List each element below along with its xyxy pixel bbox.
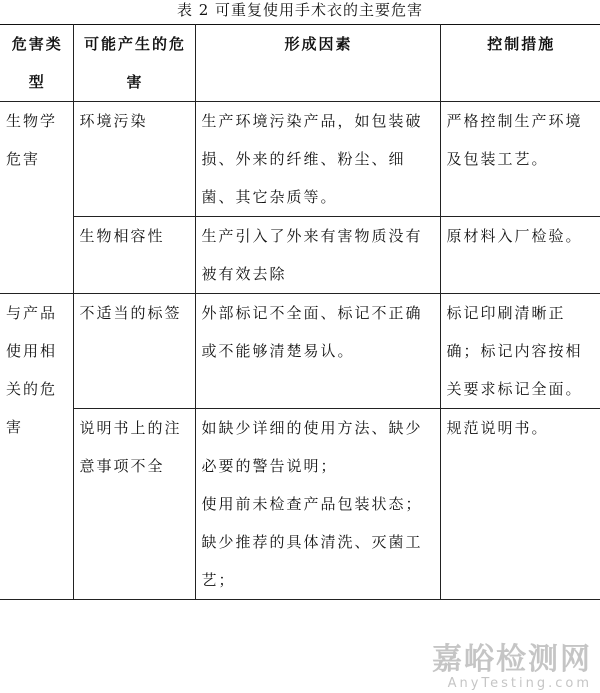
hazard-cell bbox=[73, 409, 195, 600]
hazard-cell bbox=[73, 294, 195, 409]
factor-text: 生产环境污染产品，如包装破损、外来的纤维、粉尘、细菌、其它杂质等。 bbox=[201, 112, 423, 206]
header-forming-factors: 形成因素 bbox=[195, 25, 440, 102]
watermark-cn: 嘉峪检测网 bbox=[432, 642, 592, 677]
measure-text: 原材料入厂检验。 bbox=[446, 227, 583, 245]
factor-text: 使用前未检查产品包装状态； bbox=[201, 495, 423, 513]
measures-cell bbox=[440, 294, 600, 409]
group-type-cell bbox=[0, 102, 73, 294]
table-row bbox=[0, 102, 600, 217]
hazard-name: 生物相容性 bbox=[79, 227, 165, 245]
factor-text: 缺少推荐的具体清洗、灭菌工艺； bbox=[201, 533, 423, 589]
factor-text: 生产引入了外来有害物质没有被有效去除 bbox=[201, 227, 423, 283]
hazard-table bbox=[0, 24, 600, 600]
measures-cell bbox=[440, 217, 600, 294]
factors-cell bbox=[195, 217, 440, 294]
measures-cell bbox=[440, 102, 600, 217]
table-row bbox=[0, 294, 600, 409]
group-type-cell bbox=[0, 294, 73, 600]
table-row bbox=[0, 409, 600, 600]
table-row bbox=[0, 217, 600, 294]
factor-text: 外部标记不全面、标记不正确或不能够清楚易认。 bbox=[201, 304, 423, 360]
header-hazard-type: 危害类型 bbox=[0, 25, 73, 102]
factor-text: 如缺少详细的使用方法、缺少必要的警告说明； bbox=[201, 419, 423, 475]
hazard-cell bbox=[73, 102, 195, 217]
factors-cell bbox=[195, 294, 440, 409]
group-type: 生物学危害 bbox=[6, 112, 58, 168]
hazard-name: 环境污染 bbox=[79, 112, 148, 130]
hazard-name: 不适当的标签 bbox=[79, 304, 182, 322]
factors-cell bbox=[195, 102, 440, 217]
factors-cell bbox=[195, 409, 440, 600]
measure-text: 标记印刷清晰正确；标记内容按相关要求标记全面。 bbox=[446, 304, 583, 398]
group-type: 与产品使用相关的危害 bbox=[6, 304, 58, 436]
header-possible-hazard: 可能产生的危害 bbox=[73, 25, 195, 102]
table-caption: 表 2 可重复使用手术衣的主要危害 bbox=[176, 1, 424, 19]
measures-cell bbox=[440, 409, 600, 600]
measure-text: 规范说明书。 bbox=[446, 419, 549, 437]
hazard-cell bbox=[73, 217, 195, 294]
header-control-measures: 控制措施 bbox=[440, 25, 600, 102]
watermark-en: AnyTesting.com bbox=[447, 676, 592, 691]
hazard-name: 说明书上的注意事项不全 bbox=[79, 419, 182, 475]
watermark bbox=[432, 643, 592, 691]
measure-text: 严格控制生产环境及包装工艺。 bbox=[446, 112, 583, 168]
header-row bbox=[0, 25, 600, 102]
